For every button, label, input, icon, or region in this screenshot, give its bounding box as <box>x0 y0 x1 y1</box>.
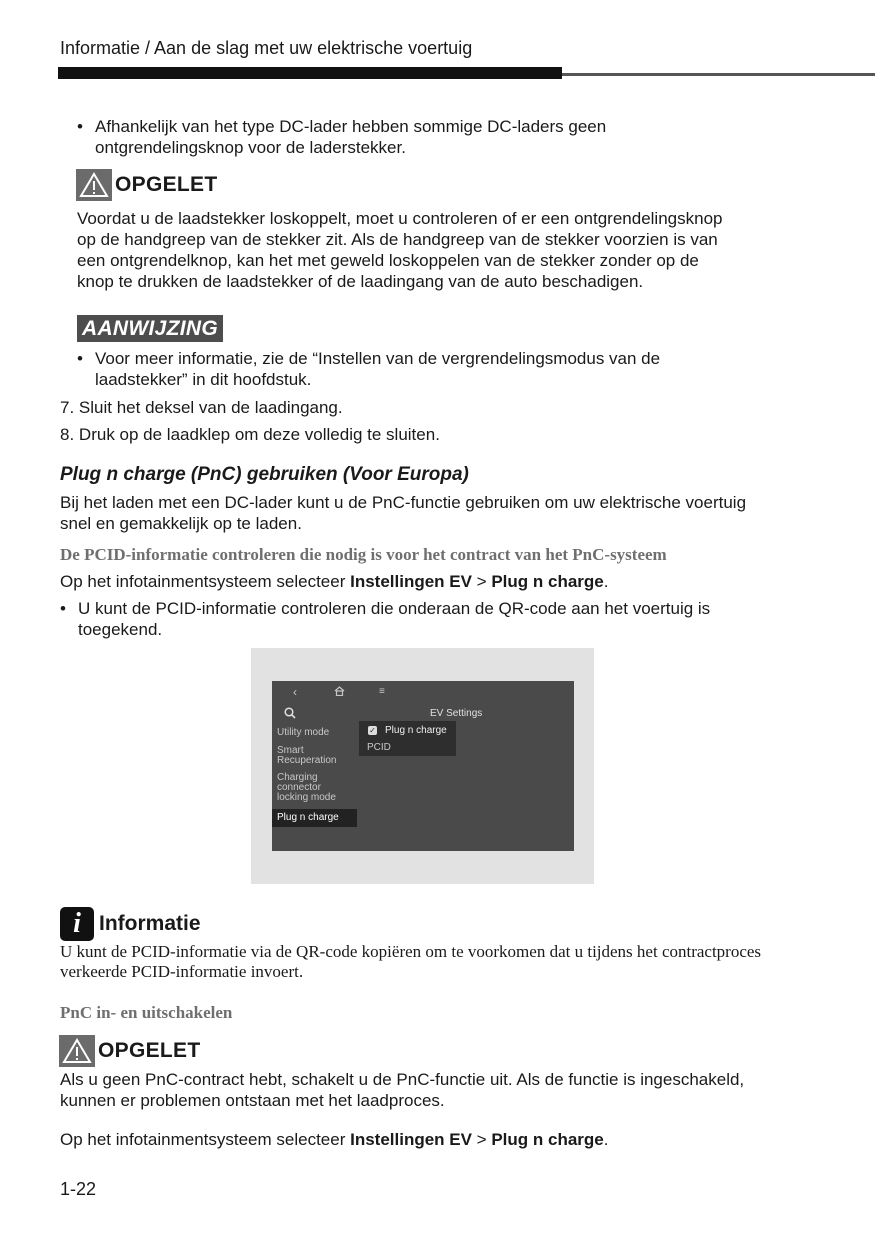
caution-heading-2 <box>59 1035 200 1067</box>
page-number: 1-22 <box>60 1179 97 1199</box>
menu-icon: ≡ <box>379 686 385 697</box>
notice-label: AANWIJZING <box>77 315 223 342</box>
instruction-suffix: . <box>603 1130 609 1149</box>
submenu-pcid[interactable]: PCID <box>367 742 391 753</box>
caution-line: een ontgrendelknop, kan het met geweld loskoppelen van de stekker zonder op de <box>77 251 699 270</box>
caution-line: Voordat u de laadstekker loskoppelt, moet u controleren of er een ontgrendelingsknop <box>77 209 723 228</box>
home-icon <box>334 686 345 699</box>
submenu-plug-n-charge[interactable]: Plug n charge <box>385 725 447 736</box>
header-rule-thin <box>562 73 875 76</box>
step-7 <box>60 397 343 418</box>
caution-line: kunnen er problemen ontstaan met het laadproces. <box>60 1091 445 1110</box>
instruction-prefix: Op het infotainmentsysteem selecteer <box>60 1130 351 1149</box>
header-rule-thick <box>58 67 562 79</box>
instruction-prefix: Op het infotainmentsysteem selecteer <box>60 572 351 591</box>
info-line: U kunt de PCID-informatie via de QR-code kopiëren om te voorkomen dat u tijdens het contractproces <box>60 942 762 961</box>
warning-triangle-icon <box>59 1035 95 1067</box>
menu-path-settings: Instellingen EV <box>350 572 472 591</box>
intro-line: Bij het laden met een DC-lader kunt u de PnC-functie gebruiken om uw elektrische voertuig <box>60 493 747 512</box>
menu-plug-n-charge[interactable]: Plug n charge <box>272 809 357 827</box>
menu-path-pnc: Plug n charge <box>491 1130 604 1149</box>
pcid-heading: De PCID-informatie controleren die nodig is voor het contract van het PnC-systeem <box>60 545 667 564</box>
back-icon: ‹ <box>293 685 297 699</box>
step-text: Sluit het deksel van de laadingang. <box>78 398 343 417</box>
menu-path-settings: Instellingen EV <box>350 1130 472 1149</box>
pnc-toggle-heading: PnC in- en uitschakelen <box>60 1003 233 1022</box>
instruction-suffix: . <box>603 572 609 591</box>
pcid-bullet <box>60 598 780 640</box>
notice-bullet <box>77 348 737 390</box>
checkbox-icon[interactable]: ✓ <box>369 726 376 735</box>
notice-bullet-text: Voor meer informatie, zie de “Instellen van de vergrendelingsmodus van de laadstekker” in dit hoofdstuk. <box>95 349 661 389</box>
intro-line: snel en gemakkelijk op te laden. <box>60 514 302 533</box>
caution-label: OPGELET <box>98 1039 201 1062</box>
caution-line: Als u geen PnC-contract hebt, schakelt u de PnC-functie uit. Als de functie is ingeschakeld, <box>60 1070 745 1089</box>
path-separator: > <box>471 1130 492 1149</box>
pcid-instruction <box>60 571 608 592</box>
step-number: 8. <box>60 425 75 444</box>
step-number: 7. <box>60 398 75 417</box>
screen-title: EV Settings <box>430 708 483 719</box>
menu-connector-locking[interactable]: Charging connector locking mode <box>277 772 336 803</box>
section-title: Plug n charge (PnC) gebruiken (Voor Europa) <box>60 464 469 485</box>
step-8 <box>60 424 440 445</box>
menu-utility-mode[interactable]: Utility mode <box>277 727 330 738</box>
caution-text-2 <box>60 1069 744 1111</box>
menu-smart-recuperation[interactable]: Smart Recuperation <box>277 745 337 766</box>
bullet-mark: • <box>77 349 83 368</box>
caution-heading <box>76 169 217 201</box>
section-intro <box>60 492 746 534</box>
caution-text <box>77 208 722 292</box>
info-icon: i <box>60 907 94 941</box>
menu-path-pnc: Plug n charge <box>491 572 604 591</box>
info-heading <box>60 907 201 941</box>
bullet-text: Afhankelijk van het type DC-lader hebben sommige DC-laders geen ontgrendelingsknop voor de laderstekker. <box>95 117 607 157</box>
caution-line: knop te drukken de laadstekker of de laadingang van de auto beschadigen. <box>77 272 644 291</box>
pcid-bullet-text: U kunt de PCID-informatie controleren die onderaan de QR-code aan het voertuig is toegekend. <box>78 599 711 639</box>
path-separator: > <box>471 572 492 591</box>
bullet-mark: • <box>77 117 83 136</box>
info-line: verkeerde PCID-informatie invoert. <box>60 962 304 981</box>
caution-line: op de handgreep van de stekker zit. Als de handgreep van de stekker voorzien is van <box>77 230 718 249</box>
running-header: Informatie / Aan de slag met uw elektrische voertuig <box>60 38 473 58</box>
bullet-dc-charger <box>77 116 697 158</box>
info-label: Informatie <box>99 912 201 935</box>
warning-triangle-icon <box>76 169 112 201</box>
ev-settings-screen <box>272 681 574 851</box>
caution-label: OPGELET <box>115 173 218 196</box>
step-text: Druk op de laadklep om deze volledig te sluiten. <box>78 425 440 444</box>
bullet-mark: • <box>60 599 66 618</box>
info-text <box>60 942 761 982</box>
final-instruction <box>60 1129 608 1150</box>
search-icon <box>284 707 296 722</box>
